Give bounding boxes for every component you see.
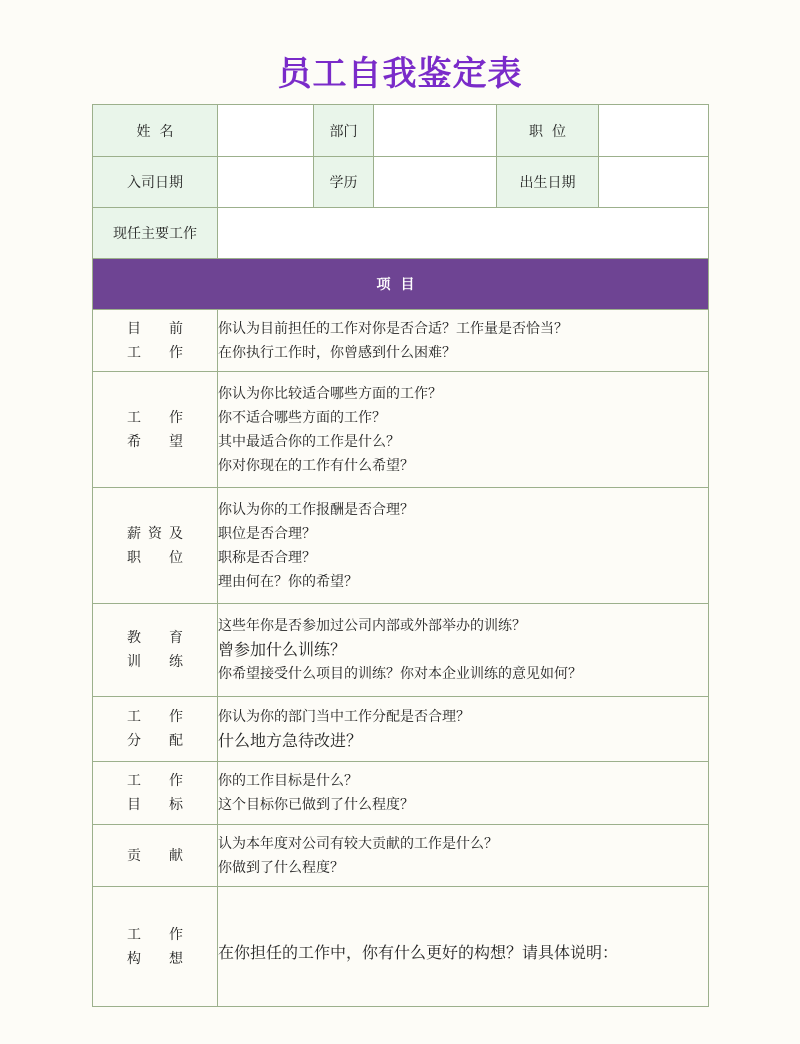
position-label: 职 位	[497, 105, 599, 157]
question-text: 你认为目前担任的工作对你是否合适？工作量是否恰当？	[218, 320, 568, 337]
question-text: 你对你现在的工作有什么希望？	[218, 457, 414, 474]
current-work-field[interactable]	[218, 208, 709, 259]
item-questions[interactable]	[218, 310, 709, 372]
item-category: 薪资及 职 位	[93, 488, 218, 604]
section-header: 项目	[93, 259, 709, 310]
question-text: 你的工作目标是什么？	[218, 773, 358, 789]
join-date-label: 入司日期	[93, 157, 218, 208]
item-category: 工 作 构 想	[93, 887, 218, 1007]
question-text: 这个目标你已做到了什么程度？	[218, 797, 414, 813]
question-text: 理由何在？你的希望？	[218, 573, 358, 590]
join-date-field[interactable]	[218, 157, 314, 208]
question-text: 你认为你比较适合哪些方面的工作？	[218, 385, 442, 402]
dept-field[interactable]	[374, 105, 497, 157]
item-category: 工 作 目 标	[93, 762, 218, 825]
item-questions[interactable]	[218, 762, 709, 825]
question-text: 你认为你的工作报酬是否合理？	[218, 501, 414, 518]
name-label: 姓 名	[93, 105, 218, 157]
item-questions[interactable]	[218, 488, 709, 604]
item-category: 教 育 训 练	[93, 604, 218, 697]
item-category: 目 前 工 作	[93, 310, 218, 372]
item-questions[interactable]	[218, 825, 709, 887]
question-text: 职位是否合理？	[218, 525, 316, 542]
question-text: 在你执行工作时，你曾感到什么困难？	[218, 344, 456, 361]
question-text: 你希望接受什么项目的训练？你对本企业训练的意见如何？	[218, 666, 582, 682]
current-work-label: 现任主要工作	[93, 208, 218, 259]
question-text: 认为本年度对公司有较大贡献的工作是什么？	[218, 835, 498, 852]
item-category: 贡 献	[93, 825, 218, 887]
appraisal-form	[92, 104, 709, 1007]
question-text: 其中最适合你的工作是什么？	[218, 433, 400, 450]
item-category: 工 作 希 望	[93, 372, 218, 488]
question-text: 职称是否合理？	[218, 549, 316, 566]
birth-date-label: 出生日期	[497, 157, 599, 208]
question-text: 在你担任的工作中，你有什么更好的构想？请具体说明：	[218, 942, 619, 962]
question-text: 什么地方急待改进？	[218, 731, 363, 750]
education-label: 学历	[314, 157, 374, 208]
education-field[interactable]	[374, 157, 497, 208]
page-title: 员工自我鉴定表	[277, 54, 523, 94]
question-text: 你做到了什么程度？	[218, 859, 344, 876]
item-questions[interactable]	[218, 604, 709, 697]
dept-label: 部门	[314, 105, 374, 157]
question-text: 你认为你的部门当中工作分配是否合理？	[218, 709, 470, 725]
item-questions[interactable]	[218, 697, 709, 762]
item-questions[interactable]	[218, 372, 709, 488]
position-field[interactable]	[599, 105, 709, 157]
question-text: 你不适合哪些方面的工作？	[218, 409, 386, 426]
birth-date-field[interactable]	[599, 157, 709, 208]
question-text: 曾参加什么训练？	[218, 640, 347, 659]
item-questions[interactable]	[218, 887, 709, 1007]
question-text: 这些年你是否参加过公司内部或外部举办的训练？	[218, 618, 526, 634]
item-category: 工 作 分 配	[93, 697, 218, 762]
name-field[interactable]	[218, 105, 314, 157]
